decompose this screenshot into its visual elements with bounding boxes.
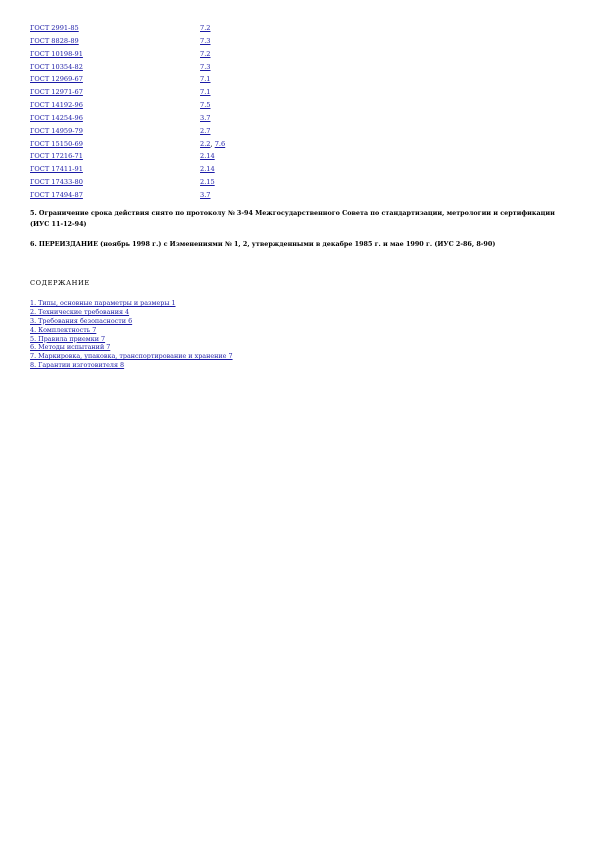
clause-link[interactable]: 3.7 [200,113,211,122]
standard-link[interactable]: ГОСТ 2991-85 [30,24,79,32]
clause-link[interactable]: 3.7 [200,190,211,199]
clause-cell [200,86,450,99]
clause-link[interactable]: 7.2 [200,24,211,32]
standard-cell [30,150,200,163]
standard-link[interactable]: ГОСТ 15150-69 [30,139,83,148]
toc-link[interactable]: 2. Технические требования 4 [30,307,130,316]
toc-link[interactable]: 6. Методы испытаний 7 [30,343,111,352]
clause-link[interactable]: 2.14 [200,165,215,174]
toc-title: СОДЕРЖАНИЕ [30,279,90,287]
standard-link[interactable]: ГОСТ 14254-96 [30,113,83,122]
table-row [30,150,450,163]
clause-cell [200,138,450,151]
toc-link[interactable]: 4. Комплектность 7 [30,325,97,334]
toc-link[interactable]: 3. Требования безопасности 6 [30,316,133,325]
table-row [30,112,450,125]
standard-link[interactable]: ГОСТ 17411-91 [30,165,83,174]
clause-cell [200,48,450,61]
standard-link[interactable]: ГОСТ 17494-87 [30,190,83,199]
table-row [30,163,450,176]
standard-cell [30,35,200,48]
table-row [30,61,450,74]
toc-item [30,317,233,326]
standard-link[interactable]: ГОСТ 17433-80 [30,178,83,187]
clause-link[interactable]: 7.1 [200,88,211,97]
toc-link[interactable]: 8. Гарантии изготовителя 8 [30,361,125,370]
table-of-contents [30,299,233,370]
toc-link[interactable]: 1. Типы, основные параметры и размеры 1 [30,299,176,307]
toc-item [30,343,233,352]
standard-cell [30,61,200,74]
references-table [30,22,450,202]
clause-cell [200,189,450,202]
clause-cell [200,73,450,86]
standard-link[interactable]: ГОСТ 10198-91 [30,49,83,58]
standard-link[interactable]: ГОСТ 10354-82 [30,62,83,71]
clause-link[interactable]: 2.7 [200,126,211,135]
standard-cell [30,163,200,176]
standard-cell [30,189,200,202]
clause-link[interactable]: 7.3 [200,62,211,71]
clause-cell [200,35,450,48]
standard-cell [30,112,200,125]
clause-cell [200,176,450,189]
table-row [30,99,450,112]
clause-cell [200,163,450,176]
paragraph-5: 5. Ограничение срока действия снято по протоколу № 3-94 Межгосударственного Совета по стандартизации, метрологии и сертификации (ИУС 11-12-94) [30,209,555,228]
standard-link[interactable]: ГОСТ 17216-71 [30,152,83,161]
clause-link[interactable]: 7.5 [200,101,211,110]
clause-link[interactable]: 2.2 [200,139,211,148]
clause-link[interactable]: 7.2 [200,49,211,58]
standard-cell [30,73,200,86]
clause-link[interactable]: 2.15 [200,178,215,187]
standard-cell [30,99,200,112]
table-row [30,35,450,48]
table-row [30,48,450,61]
paragraph-6: 6. ПЕРЕИЗДАНИЕ (ноябрь 1998 г.) с Изменениями № 1, 2, утвержденными в декабре 1985 г. и мае 1990 г. (ИУС 2-86, 8-90) [30,240,496,248]
toc-link[interactable]: 5. Правила приемки 7 [30,334,106,343]
standard-cell [30,86,200,99]
clause-cell [200,61,450,74]
clause-cell [200,150,450,163]
table-row [30,138,450,151]
standard-link[interactable]: ГОСТ 12971-67 [30,88,83,97]
clause-link[interactable]: 2.14 [200,152,215,161]
toc-item [30,335,233,344]
toc-link[interactable]: 7. Маркировка, упаковка, транспортирование и хранение 7 [30,352,233,361]
standard-cell [30,138,200,151]
toc-item [30,361,233,370]
table-row [30,86,450,99]
toc-item [30,352,233,361]
clause-separator: , [210,139,215,148]
clause-link[interactable]: 7.6 [214,139,226,148]
clause-cell [200,112,450,125]
standard-link[interactable]: ГОСТ 8828-89 [30,36,79,45]
references-body [30,22,450,202]
clause-cell [200,22,450,35]
clause-link[interactable]: 7.1 [200,75,211,84]
standard-cell [30,22,200,35]
table-row [30,22,450,35]
standard-cell [30,48,200,61]
standard-link[interactable]: ГОСТ 14192-96 [30,101,83,110]
standard-cell [30,176,200,189]
toc-item [30,299,233,308]
table-row [30,73,450,86]
standard-link[interactable]: ГОСТ 14959-79 [30,126,83,135]
toc-item [30,326,233,335]
table-row [30,189,450,202]
clause-cell [200,99,450,112]
clause-cell [200,125,450,138]
table-row [30,125,450,138]
toc-item [30,308,233,317]
standard-cell [30,125,200,138]
table-row [30,176,450,189]
clause-link[interactable]: 7.3 [200,36,211,45]
standard-link[interactable]: ГОСТ 12969-67 [30,75,83,84]
